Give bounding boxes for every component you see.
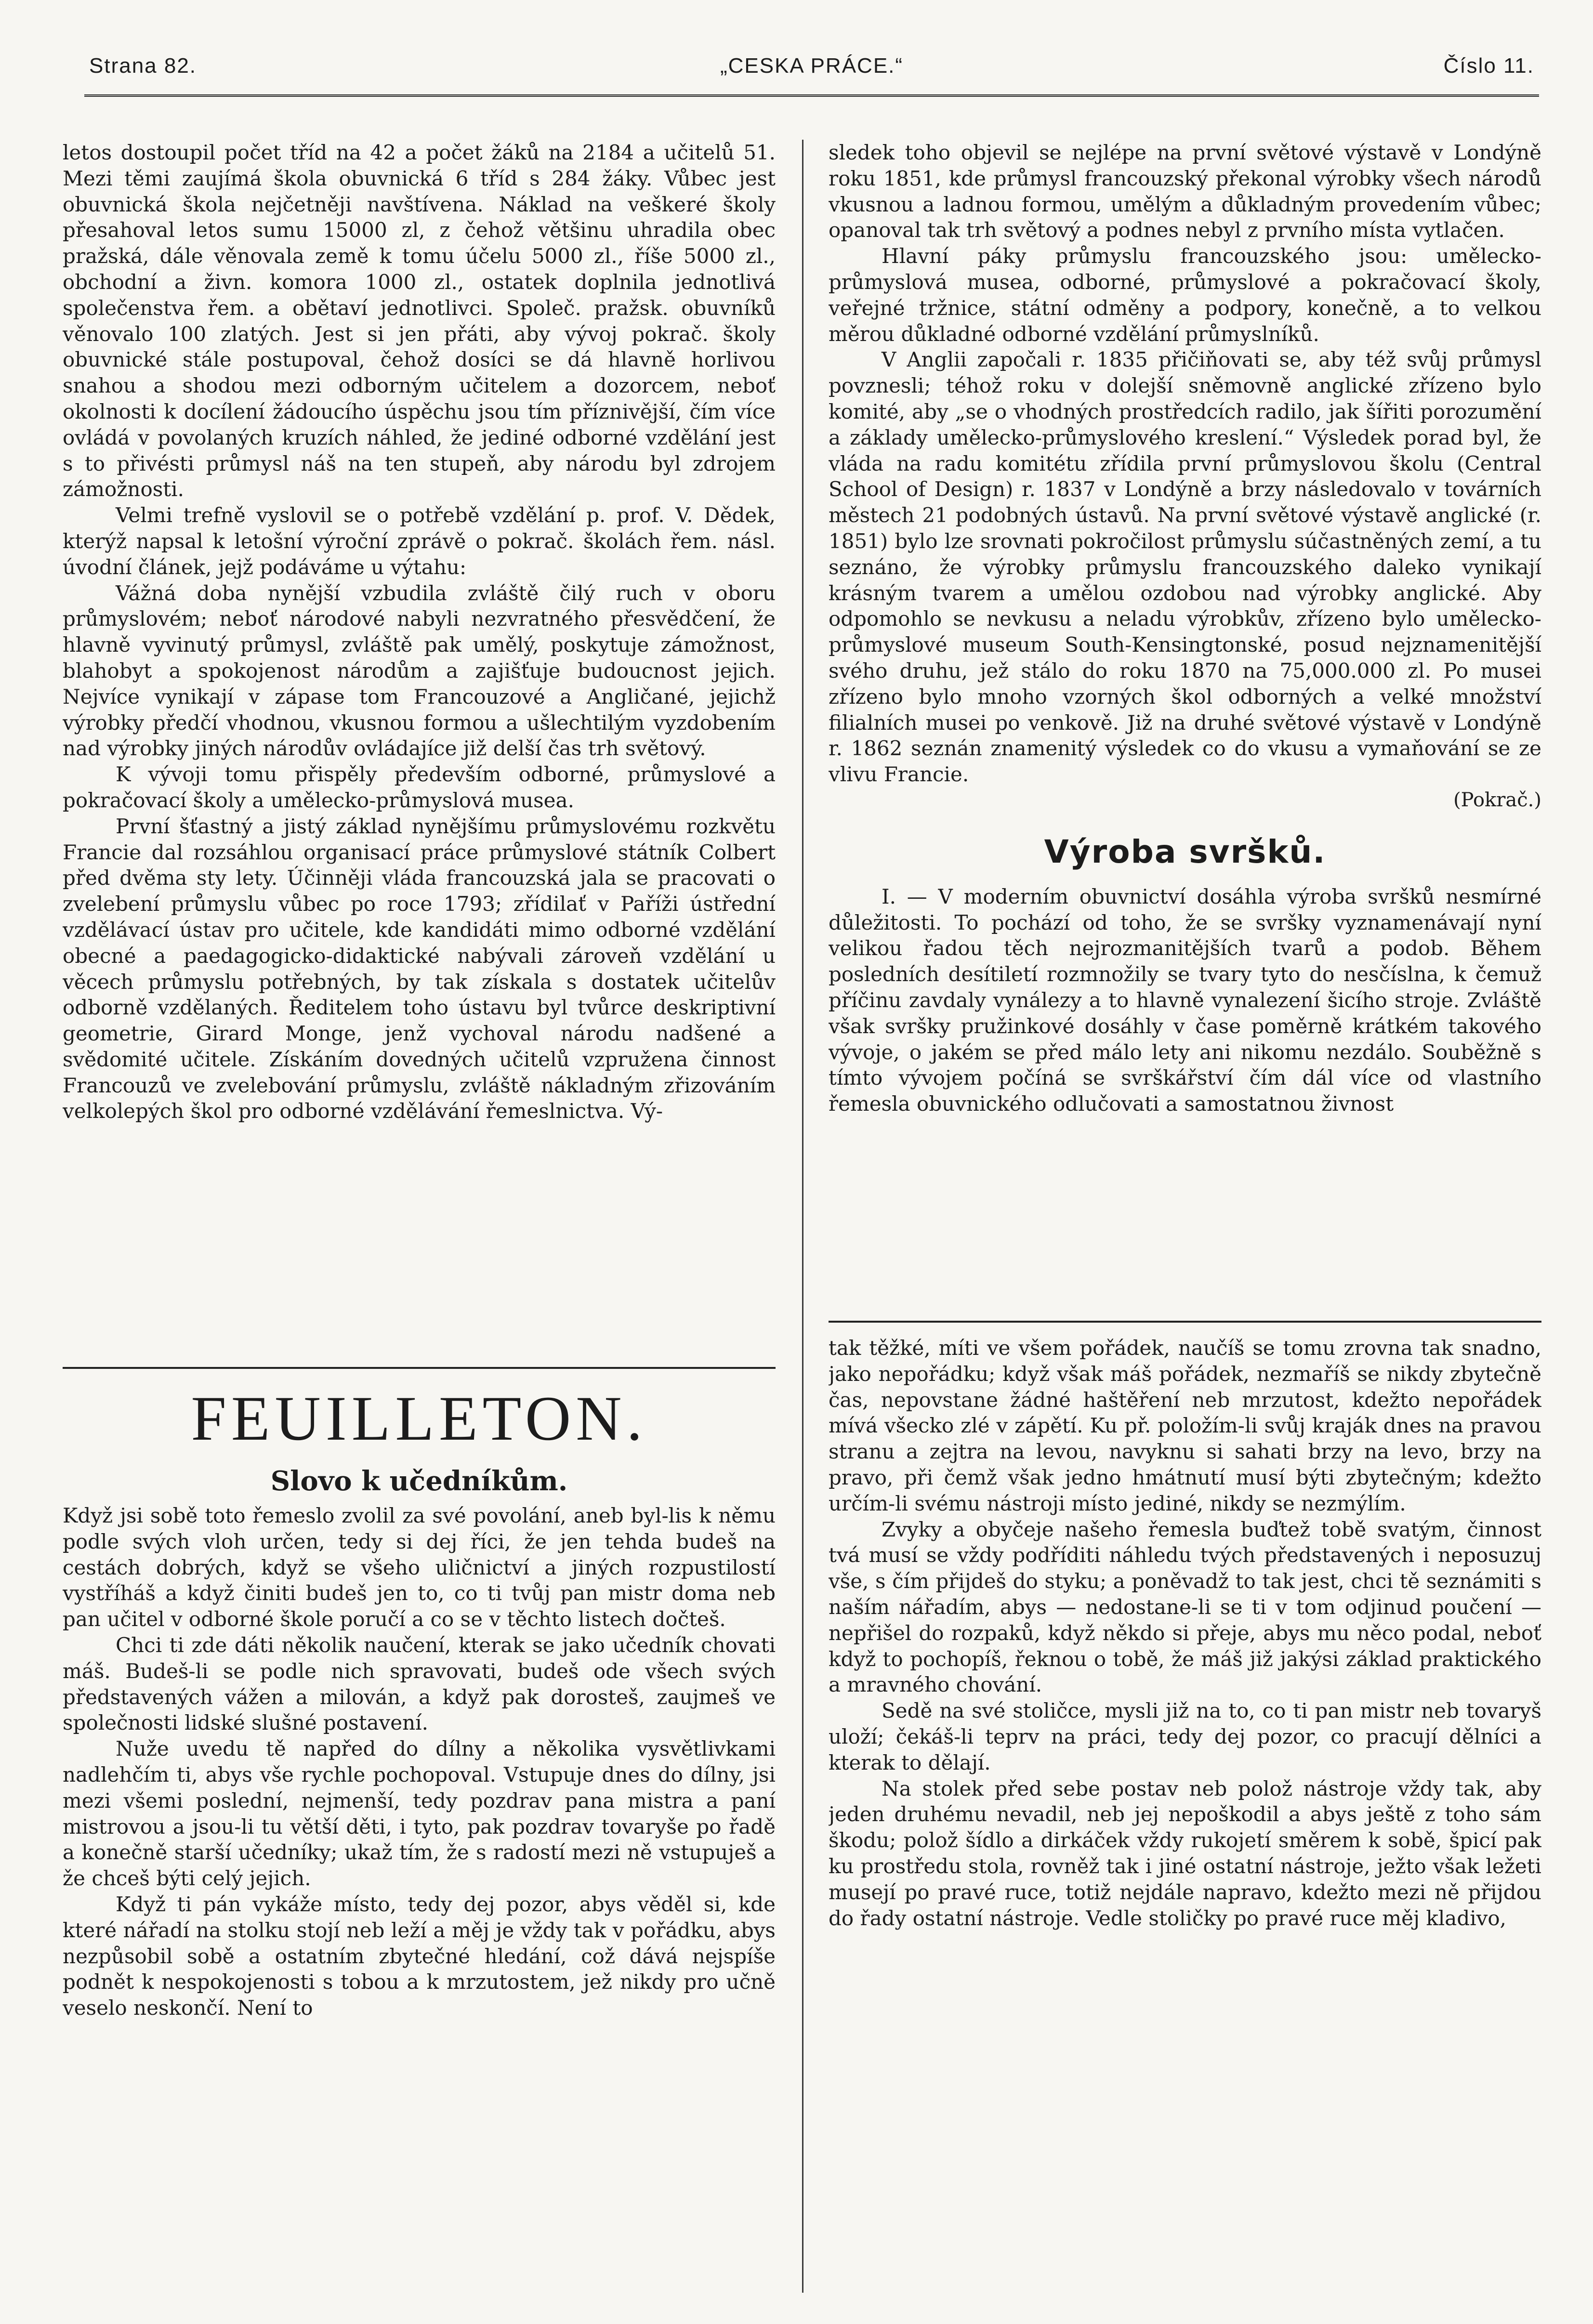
paragraph: Na stolek před sebe postav neb polož nástroje vždy tak, aby jeden druhému nevadil, neb jej nepoškodil a abys ještě z toho sám škodu; polož šídlo a dirkáček vždy rukojetí směrem k sobě, špicí pak ku prostředu stola, rovněž tak i jiné ostatní nástroje, ježto však ležeti musejí po pravé ruce, totiž nejdále napravo, kdežto mezi ně přijdou do řady ostatní nástroje. Vedle stoličky po pravé ruce měj kladivo, (829, 1776, 1541, 1930)
paragraph: Když jsi sobě toto řemeslo zvolil za své povolání, aneb byl-lis k němu podle svých vloh určen, tedy si dej říci, že jen tehda budeš na cestách dobrých, když se všeho uličnictví a jiných rozpustilostí vystříháš a když činiti budeš jen to, co ti tvůj pan mistr doma neb pan učitel v odborné škole poručí a co se v těchto listech dočteš. (63, 1504, 776, 1631)
publication-title: „CESKA PRÁCE.“ (720, 54, 904, 78)
section-title: Výroba svršků. (1044, 833, 1326, 870)
paragraph: Hlavní páky průmyslu francouzského jsou: umělecko-průmyslová musea, odborné, průmyslové a pokračovací školy, veřejné tržnice, státní odměny a podpory, konečně, a to velkou měrou důkladné odborné vzdělání průmyslníků. (829, 244, 1541, 346)
paragraph: Sedě na své stoličce, mysli již na to, co ti pan mistr neb tovaryš uloží; čekáš-li teprv na práci, tedy dej pozor, co pracují dělníci a kterak to dělají. (829, 1699, 1541, 1774)
issue-number: Číslo 11. (1443, 54, 1534, 78)
page-header (89, 54, 1534, 88)
paragraph: První šťastný a jistý základ nynějšímu průmyslovému rozkvětu Francie dal rozsáhlou organisací práce průmyslové státník Colbert před dvěma sty lety. Účinněji vláda francouzská jala se pracovati o zvelebení průmyslu vůbec po roce 1793; zřídilať v Paříži ústřední vzdělávací ústav pro učitele, kde kandidáti mimo odborné vzdělání obecné a paedagogicko-didaktické nabývali zároveň vzdělání u věcech průmyslu potřebných, by tak získala s dostatek učitelův odborně vzdělaných. Ředitelem toho ústavu byl tvůrce deskriptivní geometrie, Girard Monge, jenž vychoval národu nadšené a svědomité učitele. Získáním dovedných učitelů vzpružena činnost Francouzů ve zvelebování průmyslu, zvláště nákladným zřizováním velkolepých škol pro odborné vzdělávání řemeslnictva. Vý- (63, 814, 776, 1123)
continuation-note: (Pokrač.) (1453, 788, 1541, 811)
paragraph: V Anglii započali r. 1835 přičiňovati se, aby též svůj průmysl povznesli; téhož roku v dolejší sněmovně anglické zřízeno bylo komité, aby „se o vhodných prostředcích radilo, jak šířiti porozumění a základy umělecko-průmyslového kreslení.“ Výsledek porad byl, že vláda na radu komitétu zřídila první průmyslovou školu (Central School of Design) r. 1837 v Londýně a brzy následovalo v továrních městech 21 podobných ústavů. Na první světové výstavě anglické (r. 1851) bylo lze srovnati pokročilost průmyslu súčastněných zemí, a tu seznáno, že výrobky průmyslu francouzského daleko vynikají krásným tvarem a umělou ozdobou nad výrobky anglické. Aby odpomohlo se nevkusu a neladu výrobkův, zřízeno bylo umělecko-průmyslové museum South-Kensingtonské, posud nejznamenitější svého druhu, jež stálo do roku 1870 na 75,000.000 zl. Po musei zřízeno bylo mnoho vzorných škol odborných a velké množství filialních musei po venkově. Již na druhé světové výstavě v Londýně r. 1862 seznán znamenitý výsledek co do vkusu a vymaňování se ze vlivu Francie. (829, 348, 1541, 787)
feuilleton-heading: FEUILLETON. (191, 1383, 647, 1454)
paragraph: Vážná doba nynější vzbudila zvláště čilý ruch v oboru průmyslovém; neboť národové nabyli nezvratného přesvědčení, že hlavně vyvinutý průmysl, zvláště pak umělý, poskytuje zámožnost, blahobyt a spokojenost národům a zajišťuje budoucnost jejich. Nejvíce vynikají v zápase tom Francouzové a Angličané, jejichž výrobky předčí vhodnou, vkusnou formou a ušlechtilým vyzdobením nad výrobky jiných národův ovládajíce již delší čas trh světový. (63, 581, 776, 761)
paragraph: K vývoji tomu přispěly především odborné, průmyslové a pokračovací školy a umělecko-průmyslová musea. (63, 762, 776, 812)
paragraph: sledek toho objevil se nejlépe na první světové výstavě v Londýně roku 1851, kde průmysl francouzský překonal výrobky všech národů vkusnou a ladnou formou, umělým a důkladným provedením vůbec; opanoval tak trh světový a podnes nebyl z prvního místa vytlačen. (829, 141, 1541, 242)
paragraph: Když ti pán vykáže místo, tedy dej pozor, abys věděl si, kde které nářadí na stolku stojí neb leží a měj je vždy tak v pořádku, abys nezpůsobil sobě a ostatním zbytečné hledání, což dává nejspíše podnět k nespokojenosti s tobou a k mrzutostem, jež nikdy pro učně veselo neskončí. Není to (63, 1892, 776, 2020)
paragraph: I. — V moderním obuvnictví dosáhla výroba svršků nesmírné důležitosti. To pochází od toho, že se svršky vyznamenávají nyní velikou řadou těch nejrozmanitějších tvarů a podob. Během posledních desítiletí rozmnožily se tvary tyto do nesčíslna, k čemuž příčinu zavdaly vynálezy a to hlavně vynalezení šicího stroje. Zvláště však svršky pružinkové dosáhly v čase poměrně krátkém takového vývoje, o jakém se před málo lety ani nikomu nezdálo. Souběžně s tímto vývojem počíná se svrškářství čím dál více od vlastního řemesla obuvnického odlučovati a samostatnou živnost (829, 884, 1541, 1116)
feuilleton-right (829, 1335, 1541, 2294)
paragraph: Velmi trefně vyslovil se o potřebě vzdělání p. prof. V. Dědek, kterýž napsal k letošní výroční zprávě o pokrač. školách řem. násl. úvodní článek, jejž podáváme u výtahu: (63, 503, 776, 579)
column-divider (802, 140, 803, 2293)
header-rule (84, 94, 1539, 97)
paragraph: Zvyky a obyčeje našeho řemesla buďtež tobě svatým, činnost tvá musí se vždy podříditi náhledu tvých představených i neposuzuj vše, s čím přijdeš do styku; a poněvadž to tak jest, chci tě seznámiti s naším nářadím, abys — nedostane-li se ti v tom odjinud poučení — nepřišel do rozpaků, když někdo si přeje, abys mu něco podal, neboť když to pochopíš, řeknou o tobě, že máš již jakýsi základ praktického a mravného chování. (829, 1517, 1541, 1697)
paragraph: tak těžké, míti ve všem pořádek, naučíš se tomu zrovna tak snadno, jako nepořádku; když však máš pořádek, nezmaříš se nikdy zbytečně čas, nepovstane žádné haštěření neb mrzutost, kdežto nepořádek mívá všecko zlé v zápětí. Ku př. položím-li svůj kraják dnes na pravou stranu a zejtra na levou, navyknu si sahati brzy na levo, brzy na pravo, při čemž však jedno hmátnutí musí býti zbytečným; kdežto určím-li svému nástroji místo jediné, nikdy se nezmýlím. (829, 1336, 1541, 1515)
paragraph: Chci ti zde dáti několik naučení, kterak se jako učedník chovati máš. Budeš-li se podle nich spravovati, budeš ode všech svých představených vážen a milován, a když pak dorosteš, zaujmeš ve společnosti lidské slušné postavení. (63, 1633, 776, 1735)
paragraph: Nuže uvedu tě napřed do dílny a několika vysvětlivkami nadlehčím ti, abys vše rychle pochopoval. Vstupuje dnes do dílny, jsi mezi všemi poslední, nejmenší, tedy pozdrav pana mistra a paní mistrovou a jsou-li tu větší děti, i tyto, pak pozdrav tovaryše po řadě a konečně starší učedníky; ukaž tím, že s radostí mezi ně vstupuješ a že chceš býti celý jejich. (63, 1737, 776, 1891)
feuilleton-left (63, 1503, 776, 2293)
continuation-line (829, 788, 1541, 814)
section-rule-left (63, 1367, 776, 1369)
paragraph: letos dostoupil počet tříd na 42 a počet žáků na 2184 a učitelů 51. Mezi těmi zaujímá škola obuvnická 6 tříd s 284 žáky. Vůbec jest obuvnická škola nejčetněji navštívena. Náklad na veškeré školy přesahoval letos sumu 15000 zl, z čehož většinu uhradila obec pražská, dále věnovala země k tomu účelu 5000 zl., říše 5000 zl., obchodní a živn. komora 1000 zl., ostatek doplnila jednotlivá společenstva řem. a obětaví jednotlivci. Společ. pražsk. obuvníků věnovalo 100 zlatých. Jest si jen přáti, aby vývoj pokrač. školy obuvnické stále postupoval, čehož dosíci se dá hlavně horlivou snahou a shodou mezi odborným učitelem a dozorcem, neboť okolnosti k docílení žádoucího úspěchu jsou tím příznivější, čím více ovládá v povolaných kruzích náhled, že jediné odborné vzdělání jest s to přivésti průmysl náš na ten stupeň, aby národu byl zdrojem zámožnosti. (63, 141, 776, 501)
page-number: Strana 82. (89, 54, 197, 78)
feuilleton-subtitle: Slovo k učedníkům. (270, 1465, 568, 1497)
section-rule-right (829, 1321, 1541, 1323)
